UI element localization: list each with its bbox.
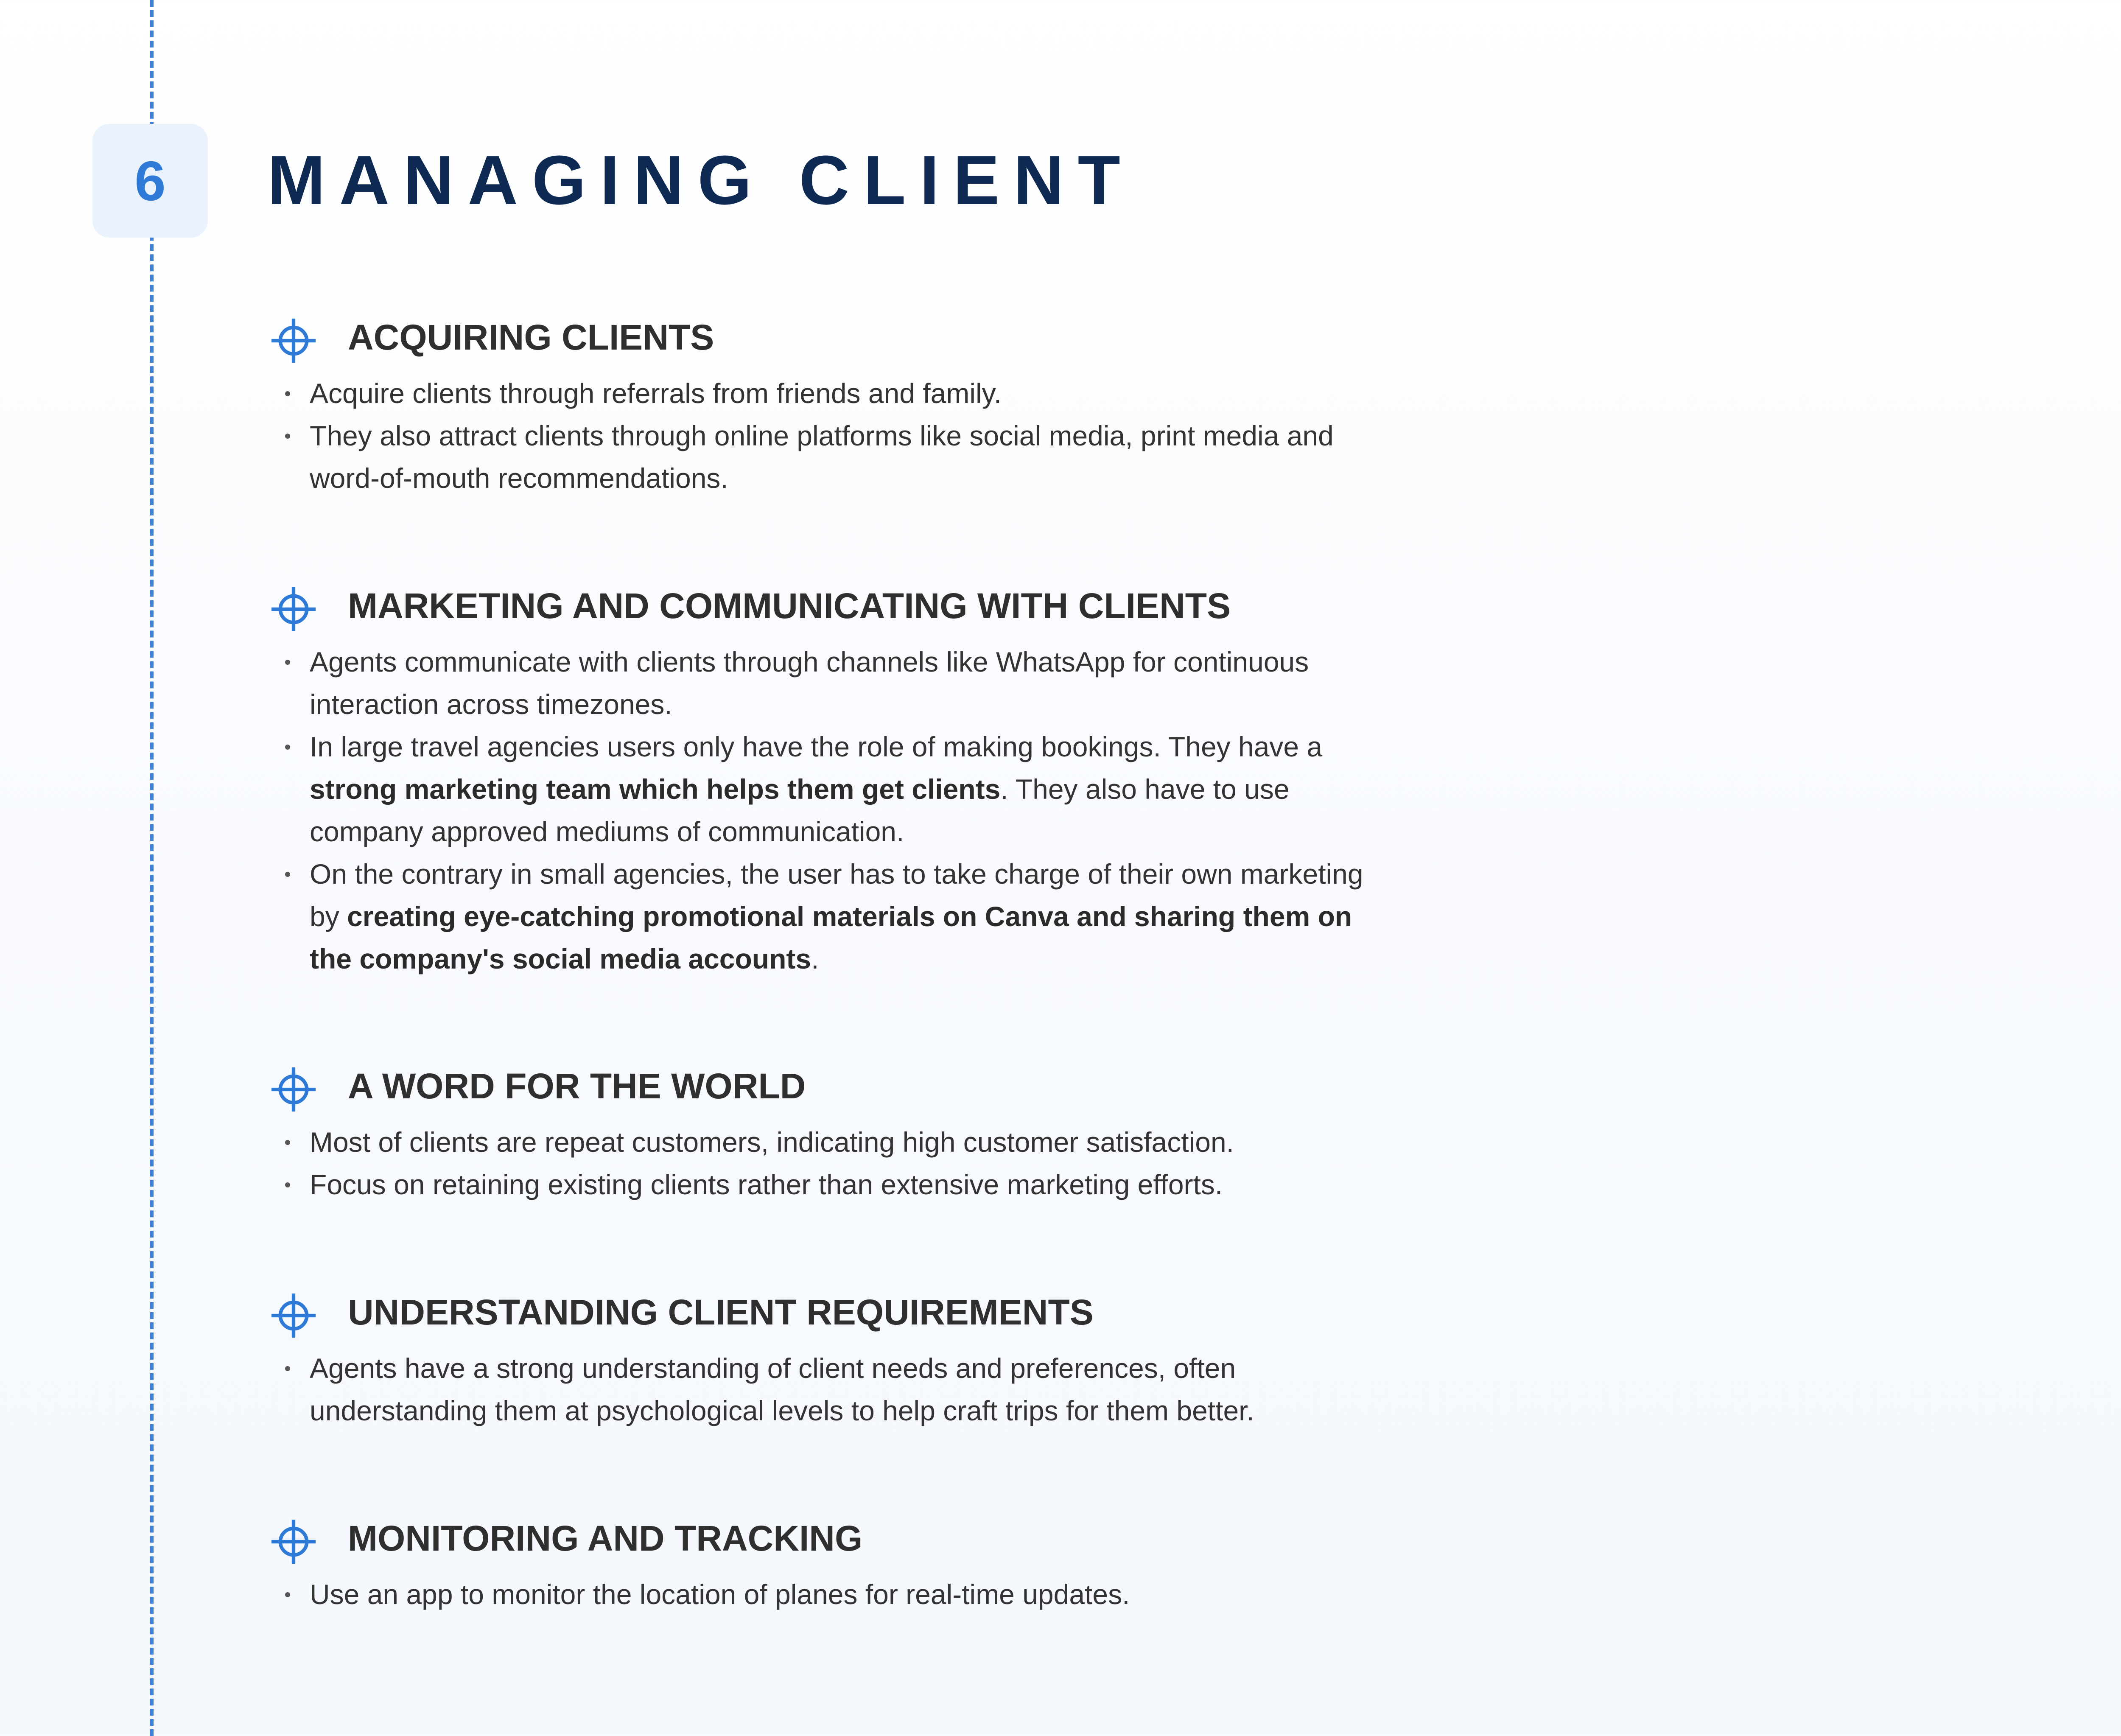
bullet-item: Most of clients are repeat customers, indicating high customer satisfaction. [267, 1121, 1391, 1163]
crosshair-target-icon [271, 319, 316, 363]
section-header [267, 1513, 1391, 1564]
section-heading: MONITORING AND TRACKING [348, 1518, 863, 1558]
bullet-list [267, 372, 1391, 499]
section-header [267, 312, 1391, 363]
section-understanding-requirements [267, 1287, 1391, 1432]
bullet-list [267, 1573, 1391, 1616]
section-header [267, 1061, 1391, 1112]
crosshair-target-icon [271, 1067, 316, 1112]
section-header [267, 1287, 1391, 1338]
section-header [267, 580, 1391, 631]
bullet-bold-text: strong marketing team which helps them get clients [310, 773, 1001, 805]
bullet-item: They also attract clients through online platforms like social media, print media and word-of-mouth recommendations. [267, 414, 1391, 499]
crosshair-target-icon [271, 587, 316, 631]
bullet-item: Use an app to monitor the location of planes for real-time updates. [267, 1573, 1391, 1616]
bullet-text: In large travel agencies users only have the role of making bookings. They have a [310, 731, 1323, 762]
section-monitoring-tracking [267, 1513, 1391, 1616]
bullet-text: . They also have to use company approved mediums of communication. [310, 773, 1290, 847]
bullet-text: On the contrary in small agencies, the user has to take charge of their own marketing by [310, 858, 1363, 932]
section-marketing-communicating [267, 580, 1391, 980]
bullet-list [267, 641, 1391, 980]
section-heading: A WORD FOR THE WORLD [348, 1066, 806, 1106]
crosshair-target-icon [271, 1294, 316, 1338]
step-number-badge [92, 124, 208, 238]
section-heading: UNDERSTANDING CLIENT REQUIREMENTS [348, 1292, 1094, 1332]
section-heading: MARKETING AND COMMUNICATING WITH CLIENTS [348, 586, 1231, 626]
bullet-list [267, 1347, 1391, 1432]
section-acquiring-clients [267, 312, 1391, 499]
bullet-list [267, 1121, 1391, 1206]
bullet-bold-text: creating eye-catching promotional materials on Canva and sharing them on the company's social media accounts [310, 901, 1352, 974]
step-number: 6 [134, 149, 166, 212]
bullet-text: . [811, 943, 819, 974]
crosshair-target-icon [271, 1520, 316, 1564]
bullet-item: Agents have a strong understanding of client needs and preferences, often understanding them at psychological levels to help craft trips for them better. [267, 1347, 1391, 1432]
bullet-item: Acquire clients through referrals from friends and family. [267, 372, 1391, 414]
bullet-item: Agents communicate with clients through channels like WhatsApp for continuous interaction across timezones. [267, 641, 1391, 725]
page-title: MANAGING CLIENT [267, 141, 1134, 219]
timeline-dashed-line [150, 0, 154, 1736]
section-heading: ACQUIRING CLIENTS [348, 317, 714, 357]
bullet-item [267, 853, 1391, 980]
bullet-item: Focus on retaining existing clients rather than extensive marketing efforts. [267, 1163, 1391, 1206]
section-word-for-the-world [267, 1061, 1391, 1206]
bullet-item [267, 725, 1391, 853]
